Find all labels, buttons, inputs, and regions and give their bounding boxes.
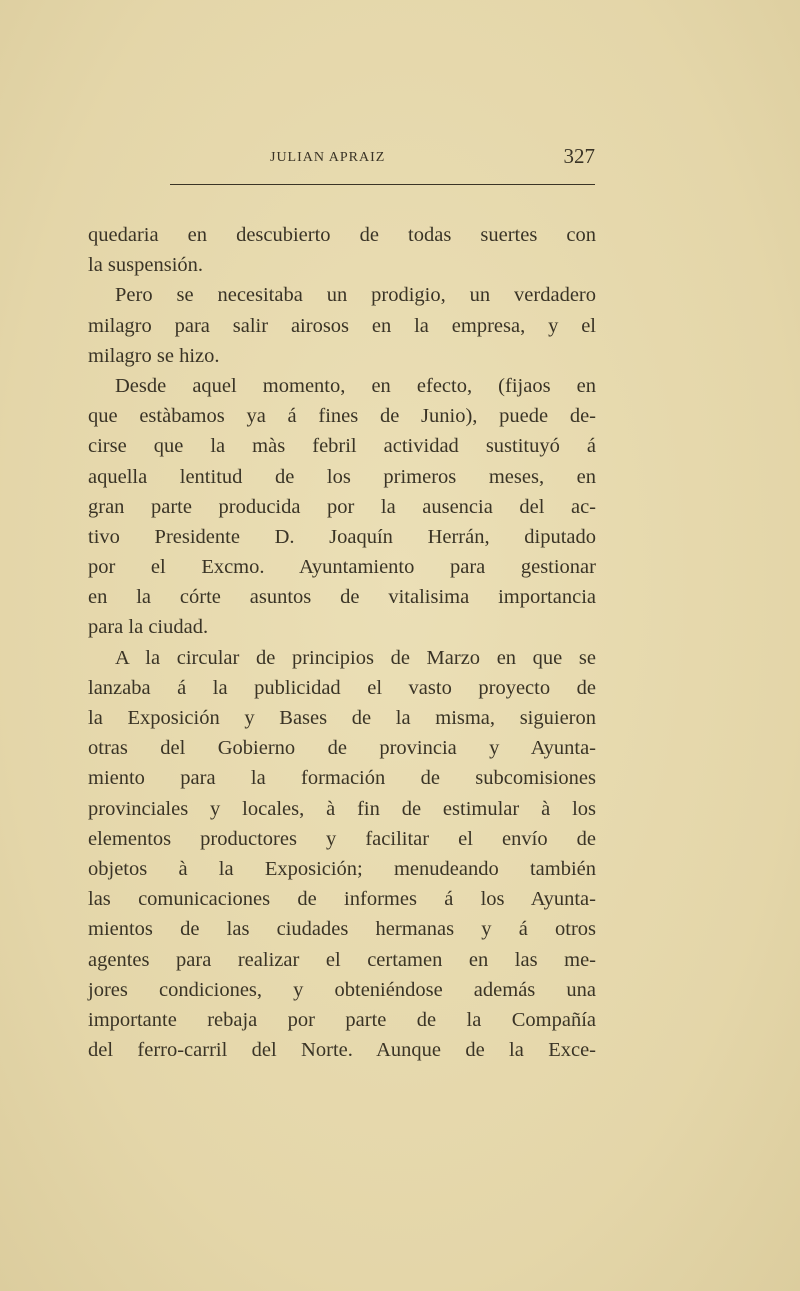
text-line: jores condiciones, y obteniéndose además una — [88, 978, 596, 1001]
text-line: quedaria en descubierto de todas suertes con — [88, 224, 596, 246]
text-line: la suspensión. — [88, 254, 204, 277]
text-line: aquella lentitud de los primeros meses, en — [88, 465, 596, 488]
page-number: 327 — [563, 144, 595, 168]
text-line: otras del Gobierno de provincia y Ayunta- — [88, 737, 596, 760]
text-line: provinciales y locales, à fin de estimular à los — [88, 797, 596, 820]
text-line: importante rebaja por parte de la Compañía — [88, 1008, 596, 1031]
text-line: miento para la formación de subcomisiones — [88, 767, 596, 790]
text-line: A la circular de principios de Marzo en que se — [115, 646, 596, 669]
text-line: la Exposición y Bases de la misma, siguieron — [88, 707, 596, 729]
text-line: las comunicaciones de informes á los Ayunta- — [88, 888, 596, 911]
text-line: del ferro-carril del Norte. Aunque de la Exce- — [88, 1039, 596, 1062]
text-line: lanzaba á la publicidad el vasto proyecto de — [88, 676, 596, 699]
text-line: Desde aquel momento, en efecto, (fijaos en — [115, 374, 596, 397]
body-text — [88, 220, 596, 1065]
running-head-author: JULIAN APRAIZ — [270, 150, 386, 165]
text-line: que estàbamos ya á fines de Junio), puede de- — [88, 405, 596, 428]
text-line: cirse que la màs febril actividad sustituyó á — [88, 435, 596, 458]
header-rule — [170, 184, 595, 185]
text-line: Pero se necesitaba un prodigio, un verdadero — [115, 284, 596, 307]
running-head — [170, 146, 595, 172]
text-line: elementos productores y facilitar el envío de — [88, 827, 596, 850]
text-line: agentes para realizar el certamen en las me- — [88, 948, 596, 971]
text-line: tivo Presidente D. Joaquín Herrán, diputado — [88, 525, 596, 548]
text-line: para la ciudad. — [88, 616, 209, 639]
text-line: en la córte asuntos de vitalisima importancia — [88, 586, 596, 609]
text-line: por el Excmo. Ayuntamiento para gestionar — [88, 556, 596, 579]
text-line: gran parte producida por la ausencia del ac- — [88, 495, 596, 518]
text-line: milagro se hizo. — [88, 344, 220, 367]
text-line: mientos de las ciudades hermanas y á otros — [88, 918, 596, 941]
text-line: milagro para salir airosos en la empresa, y el — [88, 314, 596, 337]
text-line: objetos à la Exposición; menudeando también — [88, 857, 596, 880]
